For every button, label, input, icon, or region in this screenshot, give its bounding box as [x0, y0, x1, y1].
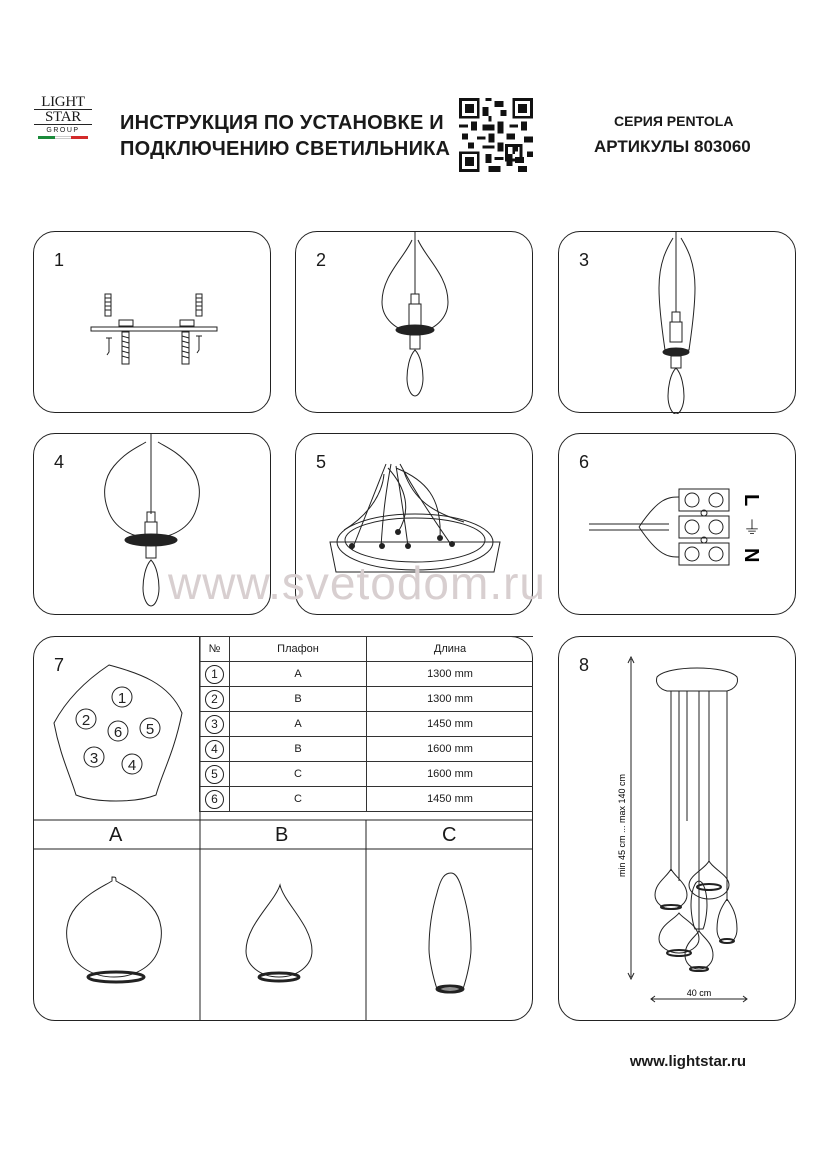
mounting-bracket-diagram — [34, 232, 272, 414]
table-row — [200, 687, 534, 712]
terminal-block-diagram — [559, 434, 797, 616]
row-length: 1600 mm — [367, 762, 534, 787]
title-line2: ПОДКЛЮЧЕНИЮ СВЕТИЛЬНИКА — [120, 138, 451, 160]
shade-type-b-label: B — [275, 824, 289, 846]
row-length: 1600 mm — [367, 737, 534, 762]
logo-line2: STAR — [34, 109, 92, 125]
row-length: 1450 mm — [367, 787, 534, 812]
table-row — [200, 737, 534, 762]
step-3-panel — [558, 231, 796, 413]
height-dimension-label: min 45 cm ... max 140 cm — [617, 773, 627, 877]
row-shade: B — [230, 737, 367, 762]
step-6-panel — [558, 433, 796, 615]
row-length: 1300 mm — [367, 662, 534, 687]
logo-line1: LIGHT — [41, 94, 85, 110]
step-number: 2 — [316, 250, 327, 270]
italian-flag — [38, 136, 88, 139]
step-number: 7 — [54, 655, 65, 675]
terminal-l-label: L — [740, 494, 762, 507]
shade-b-drawing — [246, 885, 312, 981]
position-3: 3 — [89, 750, 99, 767]
step-number: 8 — [579, 655, 590, 675]
row-number: 6 — [205, 790, 224, 809]
header-shade: Плафон — [230, 637, 367, 662]
table-row — [200, 787, 534, 812]
shade-c-assembly-diagram — [559, 232, 797, 414]
row-shade: C — [230, 787, 367, 812]
shade-type-c-label: C — [442, 824, 457, 846]
row-shade: A — [230, 712, 367, 737]
shade-a-drawing — [67, 877, 162, 982]
row-shade: B — [230, 687, 367, 712]
step-number: 4 — [54, 452, 65, 472]
row-length: 1300 mm — [367, 687, 534, 712]
shade-c-drawing — [429, 873, 471, 992]
table-row — [200, 762, 534, 787]
step-number: 3 — [579, 250, 590, 270]
website-link[interactable]: www.lightstar.ru — [629, 1053, 746, 1070]
step-2-panel — [295, 231, 533, 413]
header-length: Длина — [367, 637, 534, 662]
position-4: 4 — [127, 757, 137, 774]
qr-code-icon — [459, 98, 533, 172]
article-number: АРТИКУЛЫ 803060 — [594, 137, 751, 156]
step-number: 6 — [579, 452, 590, 472]
step-8-panel — [558, 636, 796, 1021]
row-number: 4 — [205, 740, 224, 759]
row-number: 3 — [205, 715, 224, 734]
row-number: 1 — [205, 665, 224, 684]
dimensions-diagram — [559, 637, 797, 1022]
table-row — [200, 712, 534, 737]
step-number: 1 — [54, 250, 65, 270]
row-shade: C — [230, 762, 367, 787]
row-length: 1450 mm — [367, 712, 534, 737]
title-line1: ИНСТРУКЦИЯ ПО УСТАНОВКЕ И — [120, 112, 444, 134]
position-2: 2 — [81, 712, 91, 729]
logo-group: GROUP — [46, 127, 80, 134]
step-1-panel — [33, 231, 271, 413]
position-1: 1 — [117, 690, 127, 707]
width-dimension-label: 40 cm — [686, 988, 712, 998]
table-row — [200, 662, 534, 687]
row-number: 5 — [205, 765, 224, 784]
position-5: 5 — [145, 721, 155, 738]
watermark: www.svetodom.ru — [168, 557, 547, 609]
document-title — [120, 110, 450, 162]
position-6: 6 — [113, 724, 123, 741]
brand-logo — [34, 95, 92, 167]
row-shade: A — [230, 662, 367, 687]
terminal-ground-label: ⏚ — [743, 518, 761, 539]
terminal-n-label: N — [740, 548, 762, 563]
step-number: 5 — [316, 452, 327, 472]
series-label: СЕРИЯ PENTOLA — [614, 113, 734, 129]
header-number: № — [200, 637, 230, 662]
cable-length-table — [199, 636, 533, 812]
shade-b-assembly-diagram — [296, 232, 534, 414]
shade-type-a-label: A — [109, 824, 123, 846]
row-number: 2 — [205, 690, 224, 709]
